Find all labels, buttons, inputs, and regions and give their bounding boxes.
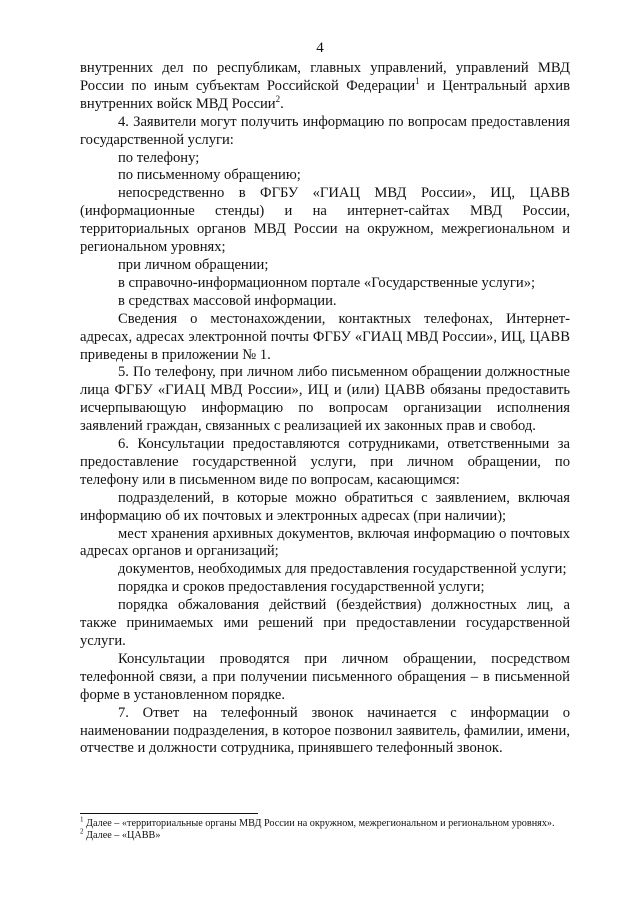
paragraph: документов, необходимых для предоставления государственной услуги;: [118, 561, 567, 578]
footnote-text: Далее – «территориальные органы МВД России на окружном, межрегиональном и региональном уровнях».: [83, 818, 555, 829]
paragraph: по телефону;: [118, 149, 200, 166]
paragraph: 4. Заявители могут получить информацию по вопросам предоставления государственной услуги:: [80, 113, 570, 148]
paragraph-text: внутренних дел по республикам, главных управлений, управлений МВД России по иным субъектам Российской Федерации: [80, 60, 570, 94]
footnote-mark: 2: [275, 93, 281, 104]
paragraph-text: и Центральный архив внутренних войск МВД России: [80, 77, 570, 112]
paragraph: в справочно-информационном портале «Государственные услуги»;: [118, 274, 536, 291]
paragraph: порядка и сроков предоставления государственной услуги;: [118, 579, 485, 596]
footnote-mark: 1: [80, 815, 84, 824]
footnote-mark: 1: [415, 76, 420, 87]
footnote-text: Далее – «ЦАВВ»: [83, 830, 161, 842]
paragraph: 5. По телефону, при личном либо письменном обращении должностные лица ФГБУ «ГИАЦ МВД России», ИЦ и (или) ЦАВВ обязаны предоставить исчерпывающую информацию по вопросам организации исполнения заявлений граждан, связанных с реализацией их законных прав и свобод.: [80, 364, 570, 435]
page-number: 4: [316, 40, 324, 56]
footnote-mark: 2: [80, 828, 84, 837]
footnote: [80, 815, 570, 830]
paragraph: по письменному обращению;: [118, 167, 301, 184]
paragraph: Консультации проводятся при личном обращении, посредством телефонной связи, а при получении письменного обращения – в письменной форме в установленном порядке.: [80, 650, 570, 703]
paragraph: 6. Консультации предоставляются сотрудниками, ответственными за предоставление государственной услуги, при личном обращении, по телефону или в письменном виде по вопросам, касающимся:: [80, 436, 570, 488]
paragraph: непосредственно в ФГБУ «ГИАЦ МВД России», ИЦ, ЦАВВ (информационные стенды) и на интернет-сайтах МВД России, территориальных органов МВД России на окружном, межрегиональном и региональном уровнях;: [80, 185, 570, 256]
paragraph: мест хранения архивных документов, включая информацию о почтовых адресах органов и организаций;: [80, 525, 570, 560]
paragraph: в средствах массовой информации.: [118, 292, 337, 309]
paragraph-continuation: [80, 60, 570, 114]
paragraph: 7. Ответ на телефонный звонок начинается с информации о наименовании подразделения, в которое позвонил заявитель, фамилии, имени, отчестве и должности сотрудника, принявшего телефонный звонок.: [80, 704, 570, 757]
paragraph: при личном обращении;: [118, 256, 269, 273]
paragraph: подразделений, в которые можно обратиться с заявлением, включая информацию об их почтовых и электронных адресах (при наличии);: [80, 489, 570, 524]
body-text: [80, 60, 570, 758]
footnotes: [80, 815, 570, 843]
paragraph: порядка обжалования действий (бездействия) должностных лиц, а также принимаемых ими решений при предоставлении государственной услуги.: [80, 597, 570, 649]
footnote-divider: [80, 813, 258, 814]
footnote: [80, 830, 570, 842]
paragraph: Сведения о местонахождении, контактных телефонах, Интернет-адресах, адресах электронной почты ФГБУ «ГИАЦ МВД России», ИЦ, ЦАВВ приведены в приложении № 1.: [80, 310, 570, 363]
paragraph-text: .: [280, 95, 284, 112]
